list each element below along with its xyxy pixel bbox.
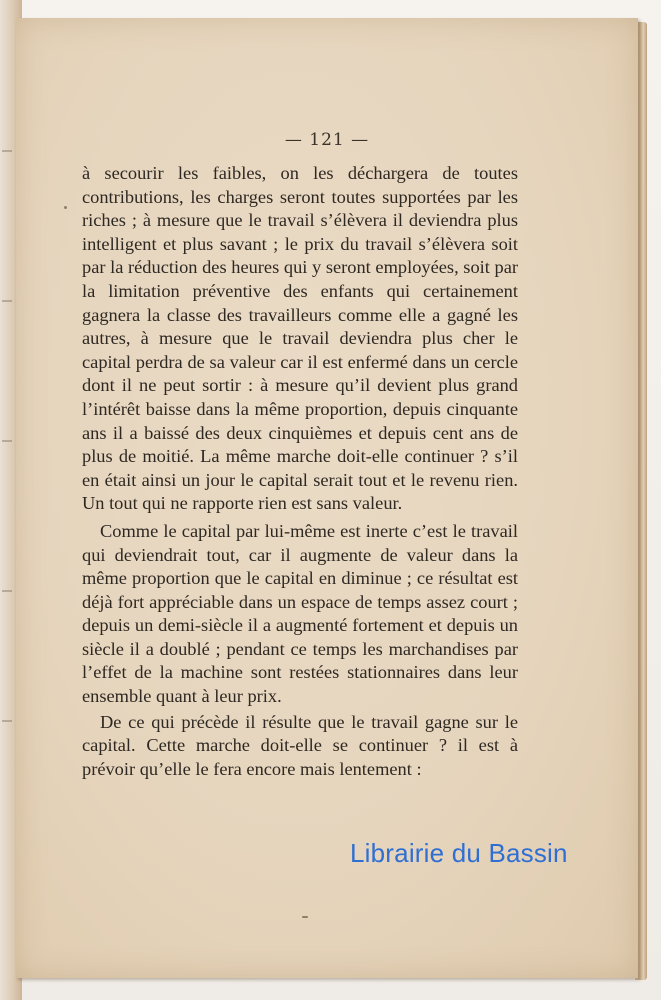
page-edge-mark — [2, 150, 12, 152]
page-edge-mark — [2, 590, 12, 592]
paragraph: Comme le capital par lui-même est inerte c’est le travail qui deviendrait tout, car il augmente de valeur dans la même proportion que le capital en diminue ; ce résultat est déjà fort appréciable dans un espace de temps assez court ; depuis un demi-siècle il a augmenté fortement et depuis un siècle il a doublé ; pendant ce temps les marchandises par l’effet de la machine sont restées stationnaires dans leur ensemble quant à leur prix. — [82, 520, 518, 707]
paper-speck — [64, 206, 67, 209]
watermark-text: Librairie du Bassin — [350, 838, 568, 868]
page-edge-mark — [2, 440, 12, 442]
paragraph: De ce qui précède il résulte que le travail gagne sur le capital. Cette marche doit-elle se continuer ? il est à prévoir qu’elle le fera encore mais lentement : — [82, 711, 518, 779]
page-edge-mark — [2, 720, 12, 722]
page-text — [82, 162, 518, 781]
paragraph: à secourir les faibles, on les déchargera de toutes contributions, les charges seront toutes supportées par les riches ; à mesure que le travail s’élèvera il deviendra plus intelligent et plus savant ; le prix du travail s’élèvera soit par la réduction des heures qui y seront employées, soit par la limitation préventive des enfants qui certainement gagnera la classe des travailleurs comme elle a gagné les autres, à mesure que le travail deviendra plus cher le capital perdra de sa valeur car il est enfermé dans un cercle dont il ne peut sortir : à mesure qu’il devient plus grand l’intérêt baisse dans la même proportion, depuis cinquante ans il a baissé des deux cinquièmes et depuis cent ans de plus de moitié. La même marche doit-elle continuer ? s’il en était ainsi un jour le capital serait tout et le revenu rien. Un tout qui ne rapporte rien est sans valeur. — [82, 163, 518, 514]
page-edge-mark — [2, 300, 12, 302]
page-number: — 121 — — [284, 130, 370, 150]
book-page — [16, 18, 638, 978]
paper-speck — [302, 916, 308, 918]
